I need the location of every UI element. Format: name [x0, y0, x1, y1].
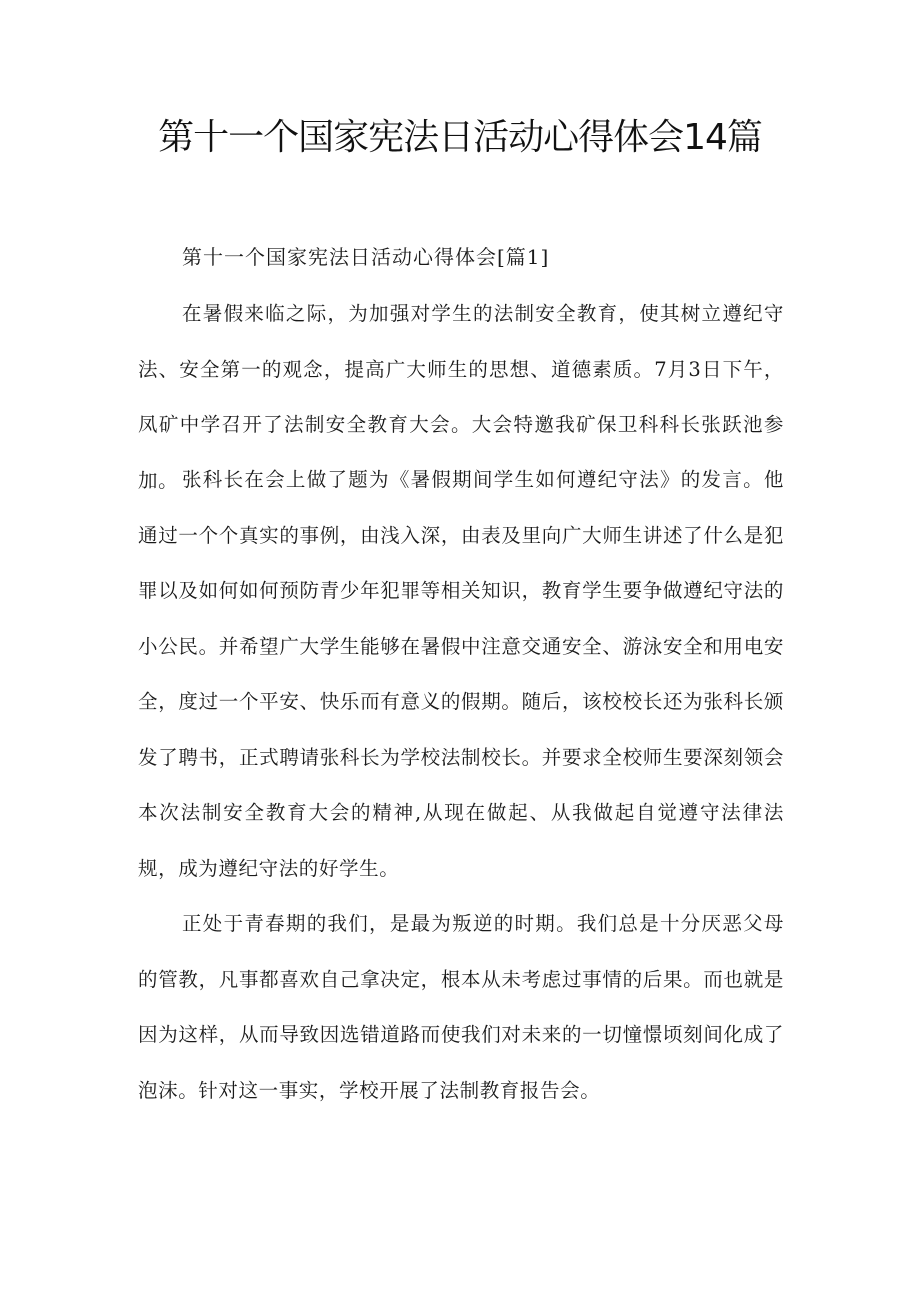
- document-title: 第十一个国家宪法日活动心得体会14篇: [158, 117, 762, 158]
- paragraph-1: 在暑假来临之际，为加强对学生的法制安全教育，使其树立遵纪守法、安全第一的观念，提高广大师生的思想、道德素质。7月3日下午，凤矿中学召开了法制安全教育大会。大会特邀我矿保卫科科长张跃池参加。: [138, 302, 784, 492]
- paragraph-3: 正处于青春期的我们，是最为叛逆的时期。我们总是十分厌恶父母的管教，凡事都喜欢自己拿决定，根本从未考虑过事情的后果。而也就是因为这样，从而导致因选错道路而使我们对未来的一切憧憬顷刻间化成了泡沫。针对这一事实，学校开展了法制教育报告会。: [138, 912, 784, 1102]
- section-heading: 第十一个国家宪法日活动心得体会[篇1]: [182, 245, 550, 269]
- paragraph-2: 张科长在会上做了题为《暑假期间学生如何遵纪守法》的发言。他通过一个个真实的事例，由浅入深，由表及里向广大师生讲述了什么是犯罪以及如何如何预防青少年犯罪等相关知识，教育学生要争做遵纪守法的小公民。并希望广大学生能够在暑假中注意交通安全、游泳安全和用电安全，度过一个平安、快乐而有意义的假期。随后，该校校长还为张科长颁发了聘书，正式聘请张科长为学校法制校长。并要求全校师生要深刻领会本次法制安全教育大会的精神,从现在做起、从我做起自觉遵守法律法规，成为遵纪守法的好学生。: [138, 468, 784, 880]
